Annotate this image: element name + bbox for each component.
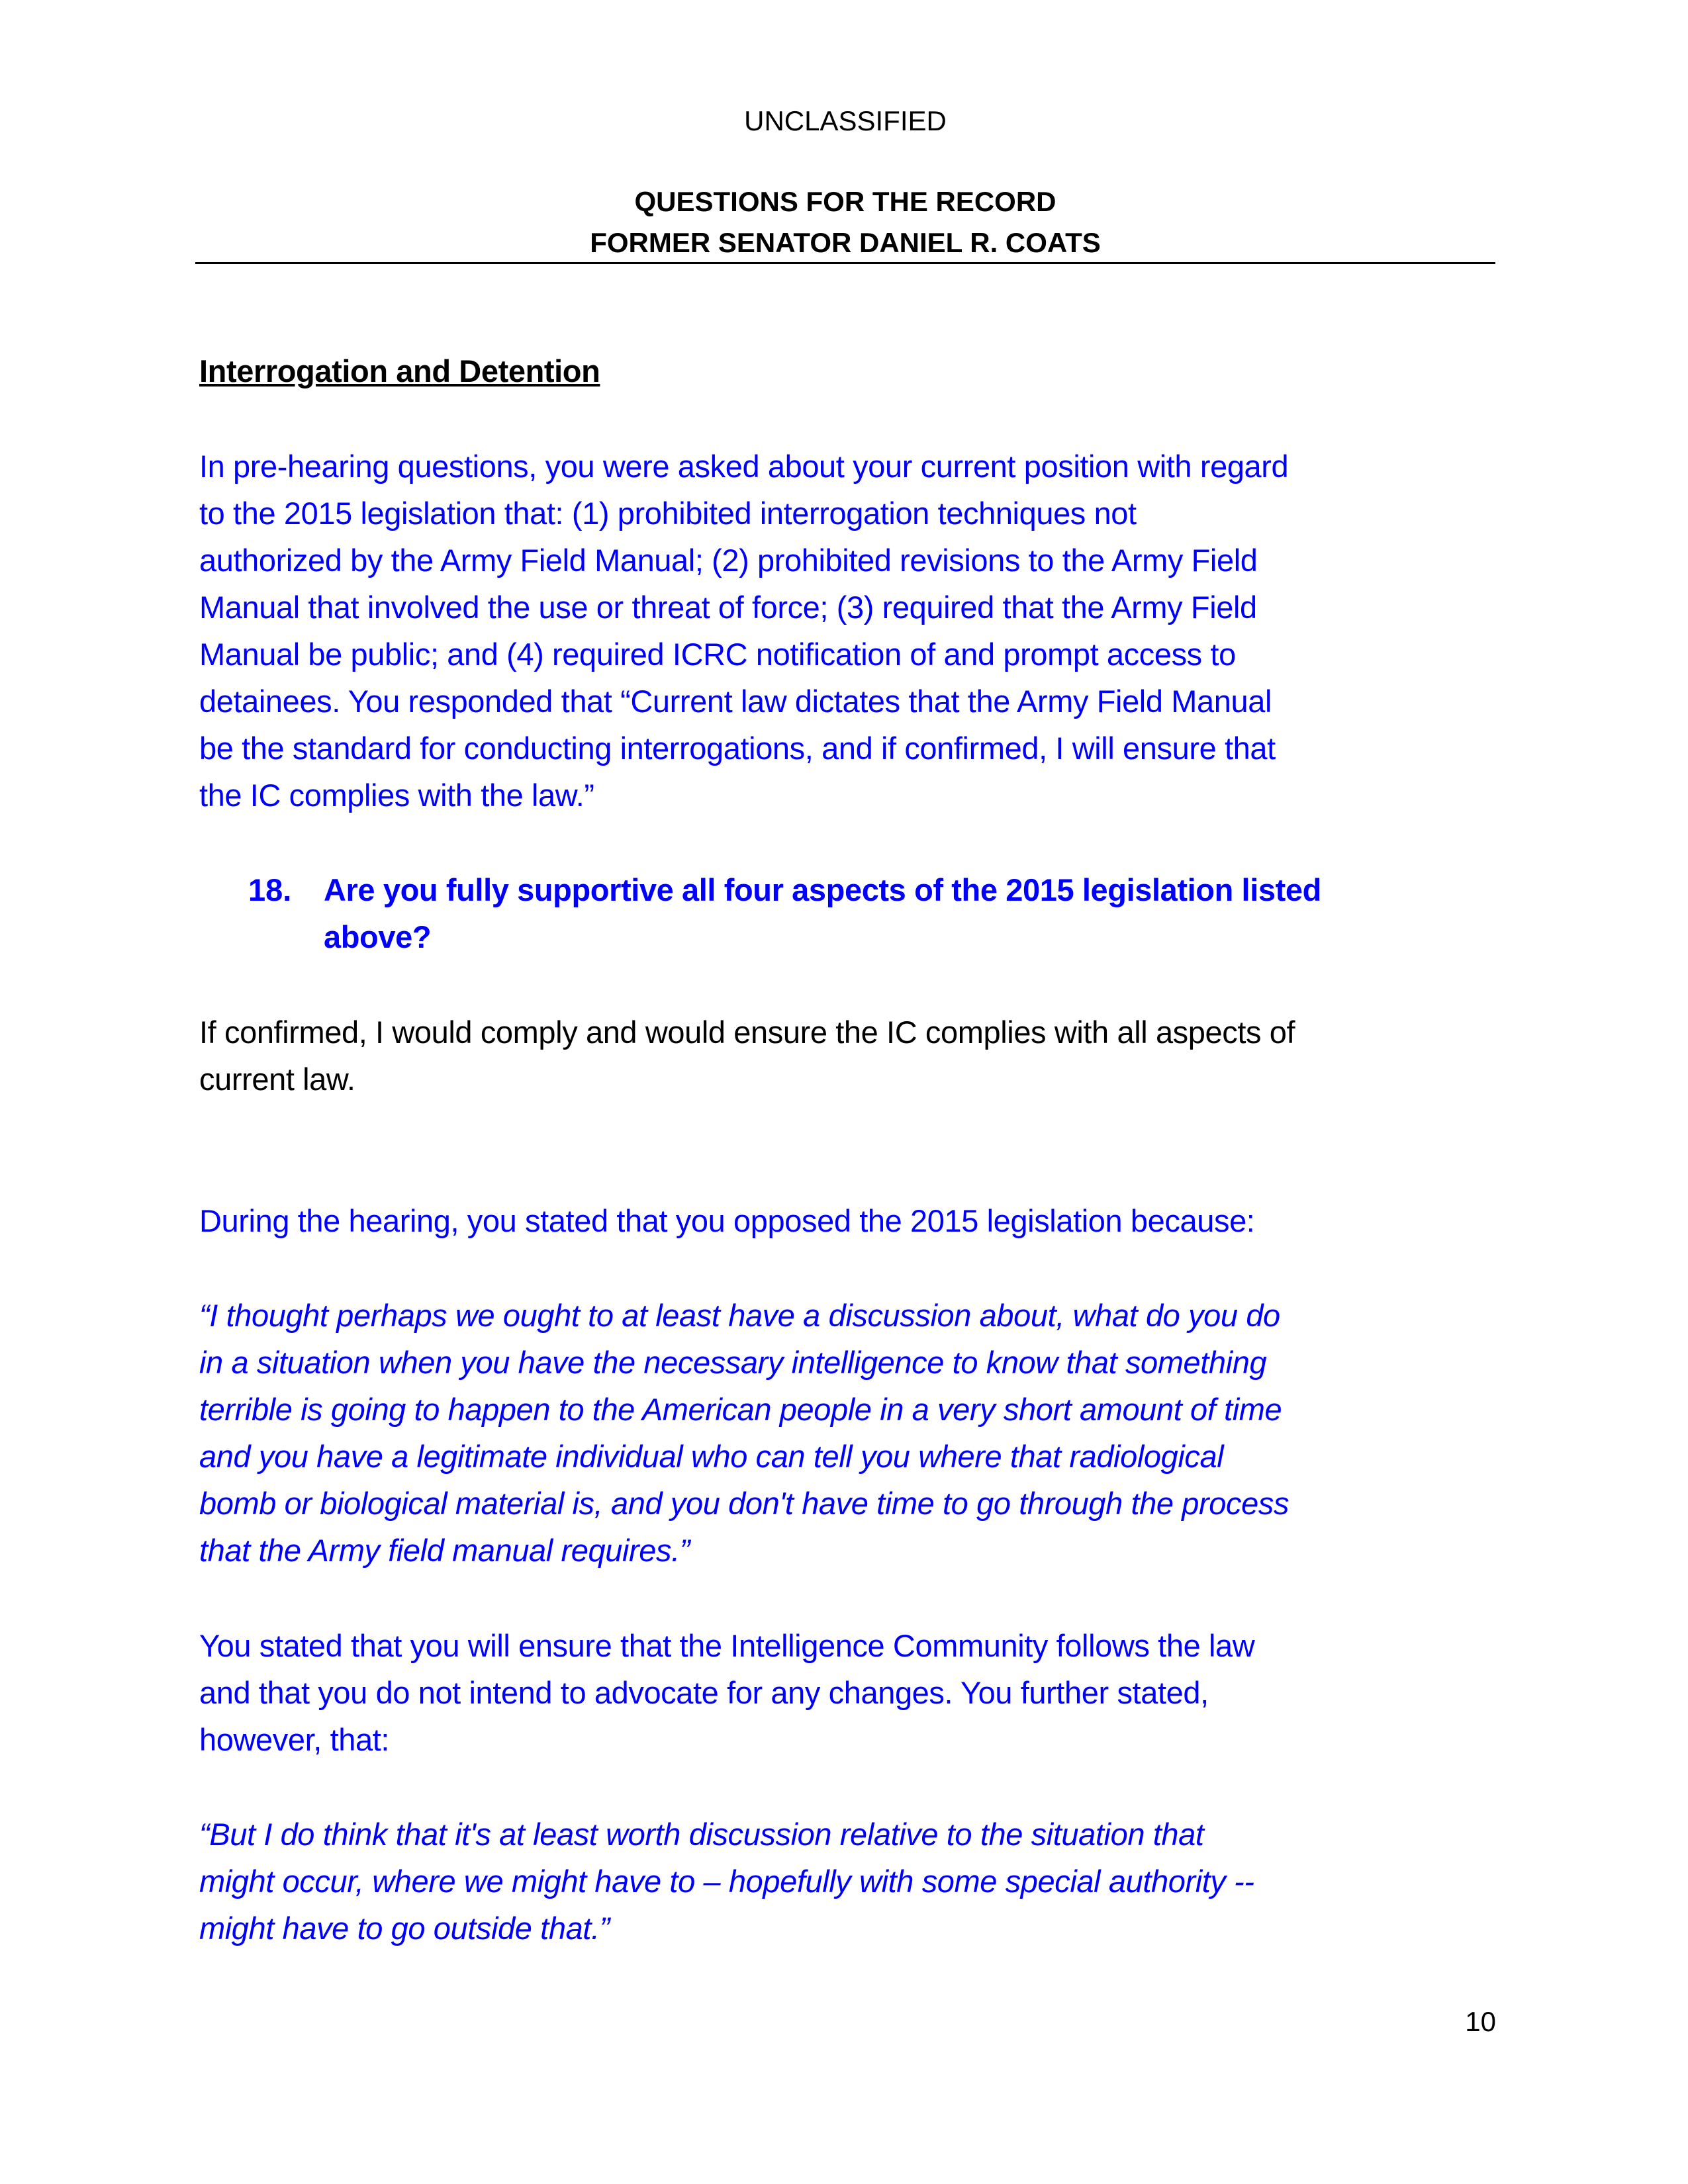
classification-marking: UNCLASSIFIED xyxy=(744,105,947,136)
text-line: in a situation when you have the necessary intelligence to know that something xyxy=(199,1345,1267,1380)
text-line: above? xyxy=(324,919,432,954)
hearing-quote-2 xyxy=(199,1811,1254,1952)
document-title-line2: FORMER SENATOR DANIEL R. COATS xyxy=(590,227,1101,258)
text-line: might have to go outside that.” xyxy=(199,1911,610,1946)
text-line: current law. xyxy=(199,1062,355,1097)
text-line: to the 2015 legislation that: (1) prohibited interrogation techniques not xyxy=(199,496,1137,531)
document-title-line1: QUESTIONS FOR THE RECORD xyxy=(634,186,1056,217)
text-line: “I thought perhaps we ought to at least have a discussion about, what do you do xyxy=(199,1298,1280,1333)
text-line: might occur, where we might have to – hopefully with some special authority -- xyxy=(199,1864,1254,1899)
text-line: terrible is going to happen to the American people in a very short amount of time xyxy=(199,1392,1282,1427)
question-text xyxy=(324,866,1321,960)
page-number: 10 xyxy=(1465,2006,1496,2037)
text-line: Manual be public; and (4) required ICRC notification of and prompt access to xyxy=(199,637,1236,672)
text-line: Are you fully supportive all four aspects of the 2015 legislation listed xyxy=(324,872,1321,907)
text-line: You stated that you will ensure that the Intelligence Community follows the law xyxy=(199,1628,1255,1663)
text-line: Manual that involved the use or threat of force; (3) required that the Army Field xyxy=(199,590,1257,625)
section-heading: Interrogation and Detention xyxy=(199,353,600,388)
hearing-quote-1 xyxy=(199,1292,1289,1574)
question-number: 18. xyxy=(248,872,292,907)
text-line: that the Army field manual requires.” xyxy=(199,1533,690,1568)
text-line: detainees. You responded that “Current law dictates that the Army Field Manual xyxy=(199,684,1272,719)
text-line: If confirmed, I would comply and would ensure the IC complies with all aspects of xyxy=(199,1015,1295,1050)
text-line: the IC complies with the law.” xyxy=(199,778,594,813)
text-line: and you have a legitimate individual who can tell you where that radiological xyxy=(199,1439,1224,1474)
hearing-paragraph: During the hearing, you stated that you opposed the 2015 legislation because: xyxy=(199,1203,1255,1238)
text-line: authorized by the Army Field Manual; (2) prohibited revisions to the Army Field xyxy=(199,543,1258,578)
text-line: and that you do not intend to advocate for any changes. You further stated, xyxy=(199,1675,1209,1710)
text-line: bomb or biological material is, and you don't have time to go through the process xyxy=(199,1486,1289,1521)
followup-paragraph xyxy=(199,1622,1254,1763)
intro-paragraph xyxy=(199,443,1288,819)
text-line: In pre-hearing questions, you were asked about your current position with regard xyxy=(199,449,1289,484)
text-line: “But I do think that it's at least worth discussion relative to the situation that xyxy=(199,1817,1204,1852)
answer-paragraph xyxy=(199,1009,1295,1103)
header-divider xyxy=(195,262,1495,264)
text-line: be the standard for conducting interrogations, and if confirmed, I will ensure that xyxy=(199,731,1276,766)
text-line: however, that: xyxy=(199,1722,390,1757)
